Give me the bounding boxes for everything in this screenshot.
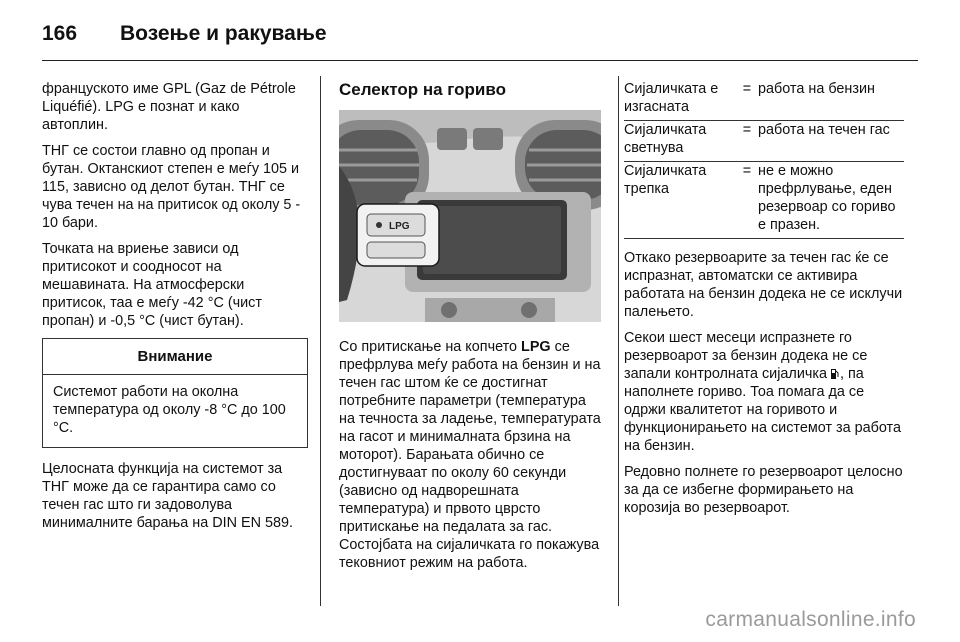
state-cell: Сијаличката трепка [624,163,707,197]
meaning-cell: работа на бензин [758,81,875,97]
lpg-button-label: LPG [389,221,410,232]
equals-cell: = [742,81,752,97]
paragraph-text: се префрлува меѓу работа на бензин и на течен гас штом ќе се достигнат потребните параметри (температура на течноста за ладење, температурата на гасот и минималната брзина на моторот). Барањата обично се достигнуваат по околу 60 секунди (зависно од надворешната температура) и првото цврсто притискање на педалата за гас. Состојбата на сијаличката го покажува тековниот режим на работа. [339,339,601,571]
paragraph-text: Секои шест месеци испразнете го резервоарот за бензин додека не се запали контролната сијаличка [624,330,868,382]
fuel-pump-icon [831,368,839,379]
meaning-cell: работа на течен гас [758,122,890,138]
paragraph-auto-petrol: Откако резервоарите за течен гас ќе се испразнат, автоматски се активира работата на бензин додека не се исклучи палењето. [624,250,903,320]
column-divider-1 [320,76,321,606]
lpg-button-callout [357,204,439,266]
paragraph-text: Со притискање на копчето [339,339,522,355]
caution-box [42,338,308,448]
table-row [624,162,904,239]
paragraph-fill-tank: Редовно полнете го резервоарот целосно за да се избегне формирањето на корозија во резервоарот. [624,464,903,516]
paragraph-fuel-selector [339,338,605,572]
table-row [624,80,904,121]
column-2 [339,80,605,580]
caution-title: Внимание [43,339,307,375]
equals-cell: = [742,163,752,179]
state-cell: Сијаличката е изгаснатa [624,81,719,115]
paragraph-boiling-point: Точката на вриење зависи од притисокот и соодносот на мешавината. На атмосферски притисок, таа е меѓу -42 °C (чист пропан) и -0,5 °C (чист бутан). [42,241,262,329]
meaning-cell: не е можно префрлување, еден резервоар со гориво е празен. [758,163,896,233]
page-header [42,14,327,54]
equals-cell: = [742,122,752,138]
paragraph-din-requirements: Целосната функција на системот за ТНГ може да се гарантира само со течен гас што ги задоволува минималните барања на DIN EN 589. [42,461,293,531]
column-1 [42,80,308,540]
page-number: 166 [42,22,78,45]
header-rule [42,60,918,61]
indicator-state-table [624,80,904,239]
paragraph-empty-petrol-tank [624,329,904,455]
section-title-fuel-selector: Селектор на гориво [339,80,506,99]
watermark: carmanualsonline.info [705,608,916,631]
page-title: Возење и ракување [120,22,327,45]
column-divider-2 [618,76,619,606]
lpg-button-reference: LPG [521,339,551,355]
state-cell: Сијаличката светнува [624,122,707,156]
table-row [624,121,904,162]
paragraph-gpl-name: француското име GPL (Gaz de Pétrole Liquéfié). LPG е познат и како автоплин. [42,81,296,133]
caution-text: Системот работи на околна температура од околу -8 °C до 100 °C. [53,384,286,436]
paragraph-text: , па наполнете гориво. Тоа помага да се одржи квалитетот на горивото и функционирањето на системот за работа на бензин. [624,366,901,454]
column-3 [624,80,904,525]
fuel-selector-photo [339,110,601,322]
paragraph-lpg-composition: ТНГ се состои главно од пропан и бутан. Октанскиот степен е меѓу 105 и 115, зависно од делот бутан. ТНГ се чува течен на на притисок од околу 5 - 10 бари. [42,143,301,231]
